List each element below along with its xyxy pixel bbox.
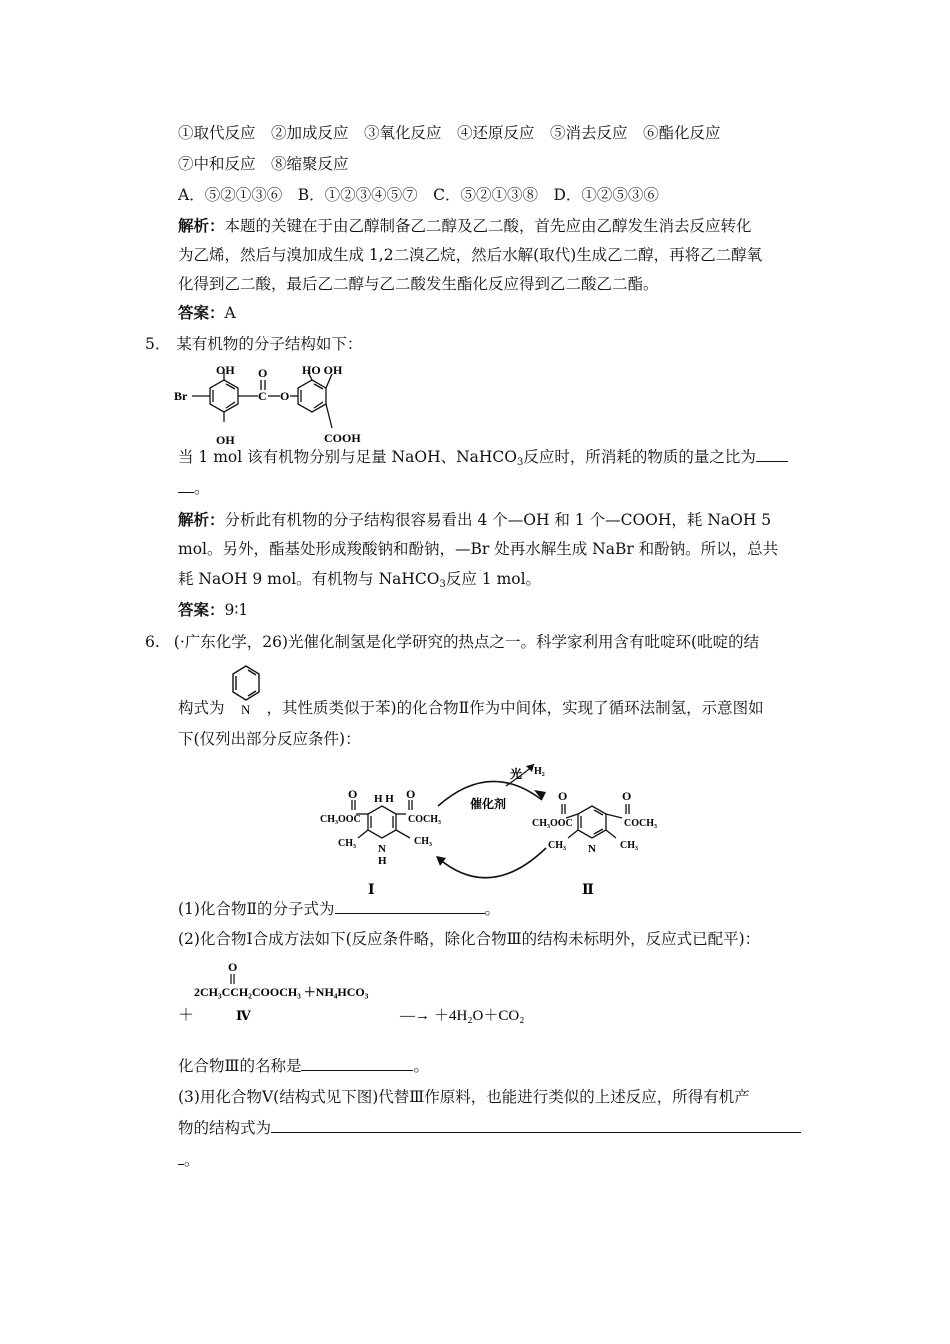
oxo-right-1: O: [406, 787, 416, 801]
eq-reagents: 2CH₃CCH₂COOCH₃ ＋NH₄HCO₃: [194, 985, 369, 999]
carbonyl-o: O: [258, 366, 268, 380]
subscript: 3: [516, 457, 524, 468]
analysis-label: 解析：: [178, 510, 225, 529]
part3-blank[interactable]: [271, 1118, 801, 1133]
oh-top: OH: [216, 363, 235, 377]
hooh-label: HO OH: [302, 363, 343, 377]
part3-text: 物的结构式为: [178, 1119, 272, 1137]
stem-text-b: ，其性质类似于苯)的化合物Ⅱ作为中间体，实现了循环法制氢，示意图如: [266, 699, 764, 717]
part1-text: (1)化合物Ⅱ的分子式为: [178, 900, 335, 918]
q4-analysis-1: [178, 216, 752, 236]
analysis-label: 解析：: [178, 216, 225, 235]
nitrogen-2: N: [588, 843, 596, 855]
question-text-b: 反应时，所消耗的物质的量之比为: [523, 448, 756, 466]
q6-stem-1: [145, 632, 759, 652]
methyl-right-1: CH₃: [414, 836, 432, 847]
compound-2-label: Ⅱ: [582, 883, 594, 898]
question-number: 6.: [145, 633, 160, 651]
stem-text-a: 构式为: [178, 699, 225, 717]
q5-analysis-3: [178, 569, 541, 595]
compound-1-label: Ⅰ: [368, 883, 375, 898]
answer-label: 答案：: [178, 303, 225, 322]
analysis-text-b: 反应 1 mol。: [445, 570, 542, 588]
methyl-right-2: CH₃: [620, 840, 638, 851]
oxo-left-1: O: [348, 787, 358, 801]
ester-left-1: CH₃OOC: [320, 814, 361, 825]
answer-value: 9∶1: [224, 601, 249, 619]
eq-products: ＋4H₂O＋CO₂: [434, 1008, 525, 1024]
eq-arrow: —→: [400, 1008, 430, 1024]
ester-right-2: COCH₃: [624, 818, 657, 829]
question-source: (·广东化学，26): [173, 633, 289, 651]
answer-value: A: [224, 304, 236, 322]
question-stem: 光催化制氢是化学研究的热点之一。科学家利用含有吡啶环(吡啶的结: [288, 633, 760, 651]
methyl-left-2: CH₃: [548, 840, 566, 851]
nh-hydrogen: H: [378, 855, 387, 867]
eq-plus: ＋: [178, 1007, 195, 1024]
q4-choices: A．⑤②①③⑥ B．①②③④⑤⑦ C．⑤②①③⑧ D．①②⑤③⑥: [178, 186, 659, 204]
part2-question-text: 化合物Ⅲ的名称是: [178, 1057, 302, 1075]
br-label: Br: [174, 389, 188, 403]
ester-left-2: CH₃OOC: [532, 818, 573, 829]
pyridine-n: N: [241, 702, 251, 717]
question-stem: 某有机物的分子结构如下：: [176, 335, 363, 353]
q6-synthesis-equation: [176, 956, 596, 1028]
oh-bottom: OH: [216, 433, 235, 447]
pyridine-structure: [226, 662, 266, 718]
carbonyl-c: C: [258, 389, 267, 403]
q6-part3: (3)用化合物Ⅴ(结构式见下图)代替Ⅲ作原料，也能进行类似的上述反应，所得有机产: [178, 1088, 750, 1106]
analysis-text: 本题的关键在于由乙醇制备乙二醇及乙二酸，首先应由乙醇发生消去反应转化: [224, 217, 752, 235]
part2-blank[interactable]: [301, 1056, 413, 1071]
q4-options-line2: ⑦中和反应 ⑧缩聚反应: [178, 155, 349, 173]
part3-end: 。: [184, 1151, 200, 1169]
analysis-text-a: 耗 NaOH 9 mol。有机物与 NaHCO: [178, 570, 440, 588]
q6-cycle-scheme: [320, 760, 670, 902]
part1-end: 。: [484, 900, 501, 918]
q5-stem: [145, 334, 362, 354]
h2-label: H₂: [534, 766, 545, 777]
q4-analysis-3: 化得到乙二酸，最后乙二醇与乙二酸发生酯化反应得到乙二酸乙二酯。: [178, 275, 659, 293]
q5-answer: [178, 600, 248, 620]
hh-label: H H: [374, 793, 394, 805]
q6-part2-question: [178, 1056, 429, 1076]
answer-label: 答案：: [178, 600, 225, 619]
q5-analysis-2: mol。另外，酯基处形成羧酸钠和酚钠，—Br 处再水解生成 NaBr 和酚钠。所以，总共: [178, 540, 779, 558]
question-end: 。: [194, 479, 210, 497]
answer-blank-cont[interactable]: [178, 478, 194, 493]
q4-options-line1: ①取代反应 ②加成反应 ③氧化反应 ④还原反应 ⑤消去反应 ⑥酯化反应: [178, 124, 721, 142]
q4-answer: [178, 303, 236, 323]
question-text-a: 当 1 mol 该有机物分别与足量 NaOH、NaHCO: [178, 448, 517, 466]
analysis-text: 分析此有机物的分子结构很容易看出 4 个—OH 和 1 个—COOH，耗 NaOH 5: [224, 511, 772, 529]
answer-blank[interactable]: [756, 447, 788, 462]
part2-end: 。: [413, 1057, 429, 1075]
q6-part1: [178, 899, 500, 919]
nitrogen-1: N: [378, 843, 386, 855]
question-number: 5．: [145, 335, 171, 353]
q6-part3-cont: [178, 1150, 200, 1170]
oxo-left-2: O: [558, 789, 568, 803]
q5-structure-diagram: [174, 362, 374, 448]
eq-compound-iv: Ⅳ: [236, 1008, 251, 1023]
eq-oxo: O: [228, 960, 238, 974]
cooh-label: COOH: [324, 431, 361, 445]
ester-right-1: COCH₃: [408, 814, 441, 825]
part1-blank[interactable]: [335, 899, 485, 914]
q5-question-cont: [178, 478, 210, 498]
q6-part2: (2)化合物Ⅰ合成方法如下(反应条件略，除化合物Ⅲ的结构未标明外，反应式已配平)：: [178, 930, 761, 948]
q6-part3-answer: [178, 1118, 801, 1138]
light-label: 光: [510, 767, 523, 781]
catalyst-label: 催化剂: [470, 797, 507, 811]
oxo-right-2: O: [622, 789, 632, 803]
q5-question: [178, 447, 788, 473]
methyl-left-1: CH₃: [338, 838, 356, 849]
q5-analysis-1: [178, 510, 771, 530]
q6-stem-3: 下(仅列出部分反应条件)：: [178, 730, 361, 748]
subscript: 3: [439, 579, 446, 590]
ester-o: O: [280, 389, 290, 403]
q4-analysis-2: 为乙烯，然后与溴加成生成 1,2二溴乙烷，然后水解(取代)生成乙二醇，再将乙二醇氧: [178, 246, 763, 264]
